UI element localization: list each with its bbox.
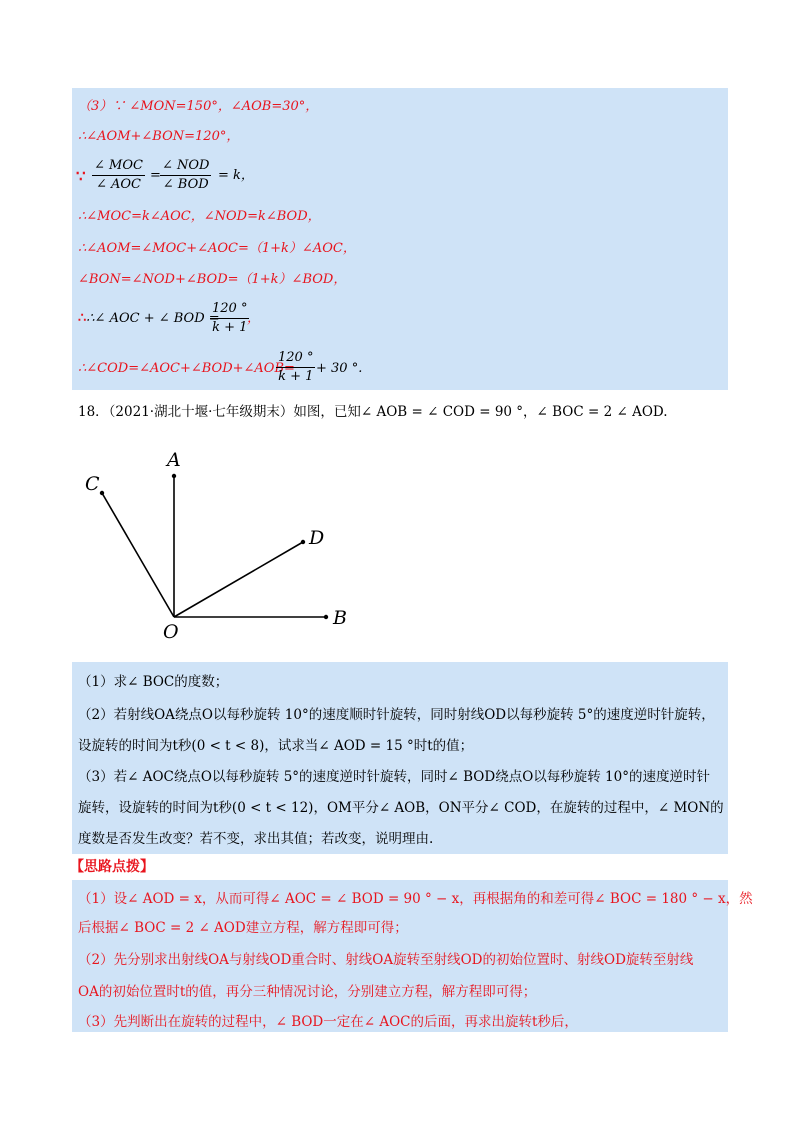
ratio-result: = k， — [218, 168, 254, 183]
solution-line-7: ∴∴∠ AOC + ∠ BOD = — [78, 311, 220, 326]
solution-line-2: ∴∠AOM+∠BON=120°， — [78, 129, 240, 144]
hint-1-line-2: 后根据∠ BOC = 2 ∠ AOD建立方程，解方程即可得； — [78, 920, 408, 936]
fraction-denominator: k + 1 — [212, 320, 248, 335]
solution-line-5: ∴∠AOM=∠MOC+∠AOC=（1+k）∠AOC， — [78, 241, 356, 256]
question-1: （1）求∠ BOC的度数； — [78, 674, 229, 690]
fraction-numerator: ∠ NOD — [160, 158, 211, 176]
solution-line-4: ∴∠MOC=k∠AOC，∠NOD=k∠BOD， — [78, 209, 321, 224]
hint-1-line-1: （1）设∠ AOD = x，从而可得∠ AOC = ∠ BOD = 90 ° − x，再根据角的和差可得∠ BOC = 180 ° − x，然 — [78, 891, 753, 907]
fraction-denominator: ∠ BOD — [162, 177, 209, 192]
because-symbol: ∵ — [76, 167, 86, 185]
solution-line-8: ∴∠COD=∠AOC+∠BOD+∠AOB= — [78, 361, 295, 376]
solution-line-8-tail: + 30 °. — [316, 361, 363, 376]
problem-header: 18．（2021·湖北十堰·七年级期末）如图，已知∠ AOB = ∠ COD = 90 °，∠ BOC = 2 ∠ AOD. — [78, 404, 668, 420]
fraction-numerator: 120 ° — [210, 301, 249, 319]
solution-line-7-tail: ， — [247, 311, 261, 326]
fraction-denominator: k + 1 — [278, 369, 314, 384]
label-C: C — [85, 473, 100, 495]
hint-2-line-2: OA的初始位置时t的值，再分三种情况讨论，分别建立方程，解方程即可得； — [78, 984, 537, 1000]
ray-OC — [102, 493, 174, 617]
sum-expression: ∴∠ AOC + ∠ BOD = — [86, 311, 220, 326]
question-3-line-3: 度数是否发生改变？若不变，求出其值；若改变，说明理由. — [78, 831, 434, 847]
label-O: O — [163, 621, 179, 643]
equals-sign: = — [150, 168, 161, 183]
hint-2-line-1: （2）先分别求出射线OA与射线OD重合时、射线OA旋转至射线OD的初始位置时、射线OD旋转至射线 — [78, 952, 694, 968]
label-A: A — [167, 449, 181, 471]
question-3-line-1: （3）若∠ AOC绕点O以每秒旋转 5°的速度逆时针旋转，同时∠ BOD绕点O以每秒旋转 10°的速度逆时针 — [78, 769, 710, 785]
fraction-denominator: ∠ AOC — [95, 177, 141, 192]
point-D-dot — [301, 540, 305, 544]
point-C-dot — [100, 491, 104, 495]
question-2-line-2: 设旋转的时间为t秒(0 < t < 8)，试求当∠ AOD = 15 °时t的值； — [78, 738, 474, 754]
solution-line-6: ∠BON=∠NOD+∠BOD=（1+k）∠BOD， — [78, 272, 347, 287]
question-3-line-2: 旋转，设旋转的时间为t秒(0 < t < 12)，OM平分∠ AOB，ON平分∠ COD，在旋转的过程中，∠ MON的 — [78, 800, 724, 816]
point-A-dot — [172, 474, 176, 478]
fraction-numerator: ∠ MOC — [92, 158, 145, 176]
label-D: D — [309, 527, 325, 549]
question-2-line-1: （2）若射线OA绕点O以每秒旋转 10°的速度顺时针旋转，同时射线OD以每秒旋转 5°的速度逆时针旋转， — [78, 707, 715, 723]
label-B: B — [333, 607, 347, 629]
fraction-numerator: 120 ° — [276, 350, 315, 368]
point-B-dot — [324, 615, 328, 619]
solution-line-1: （3）∵ ∠MON=150°，∠AOB=30°， — [78, 99, 319, 114]
ray-OD — [174, 542, 303, 617]
hint-3-line-1: （3）先判断出在旋转的过程中，∠ BOD一定在∠ AOC的后面，再求出旋转t秒后， — [78, 1014, 578, 1030]
hint-title: 【思路点拨】 — [70, 859, 154, 875]
